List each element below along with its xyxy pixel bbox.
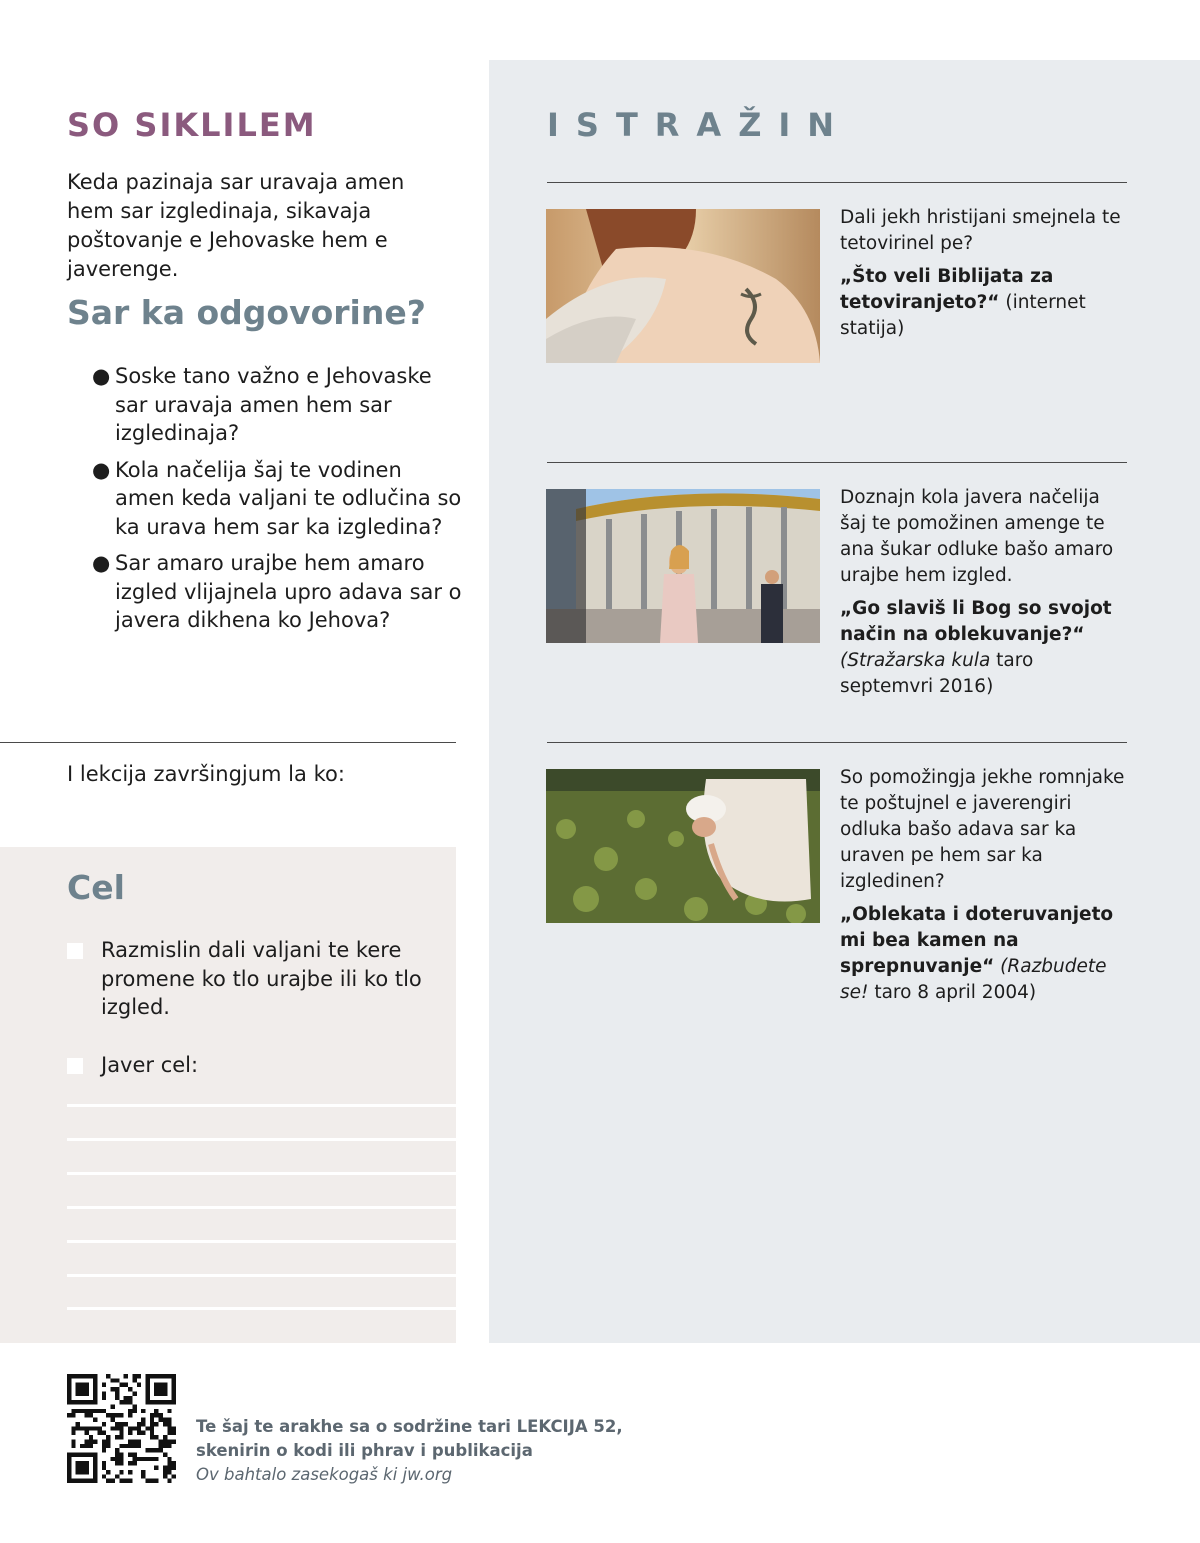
ref-rest: taro 8 april 2004) (868, 982, 1037, 1003)
explore-item-desc: Doznajn kola javera načelija šaj te pomožinen amenge te ana šukar odluke bašo amaro urajbe hem izgled. (840, 487, 1114, 586)
ref-rest: (internet statija) (840, 292, 1086, 339)
questions-list (92, 362, 462, 643)
lesson-finished-label: I lekcija završingjum la ko: (67, 762, 345, 786)
ref-title[interactable]: „Što veli Biblijata za tetoviranjeto?“ (840, 266, 1054, 313)
question-item (92, 362, 462, 448)
ref-publication: (Razbudete se! (840, 956, 1107, 1003)
qr-code[interactable] (67, 1374, 176, 1483)
question-item (92, 549, 462, 635)
summary-title: SO SIKLILEM (67, 106, 317, 144)
explore-item (840, 205, 1130, 342)
footer-publication[interactable]: Ov bahtalo zasekogaš (196, 1465, 378, 1484)
bullet-icon: ● (92, 364, 111, 388)
ref-rest: taro septemvri 2016) (840, 650, 1034, 697)
divider (547, 742, 1127, 743)
ref-publication: (Stražarska kula (840, 650, 991, 671)
footer-site: ki jw.org (377, 1465, 453, 1484)
divider (547, 462, 1127, 463)
stadium-convention-photo (546, 489, 820, 643)
goal-item (67, 1051, 427, 1080)
goal-item-text: Razmislin dali valjani te kere promene ko tlo urajbe ili ko tlo izgled. (101, 938, 422, 1019)
ref-title[interactable]: „Oblekata i doteruvanjeto mi bea kamen na sprepnuvanje“ (840, 904, 1114, 977)
explore-item-ref[interactable] (840, 902, 1130, 1006)
ref-title[interactable]: „Go slaviš li Bog so svojot način na oblekuvanje?“ (840, 598, 1112, 645)
explore-title: ISTRAŽIN (547, 106, 852, 144)
goal-panel (0, 847, 456, 1343)
question-text: Sar amaro urajbe hem amaro izgled vlijajnela upro adava sar o javera dikhena ko Jehova? (115, 551, 462, 632)
footer-text (196, 1415, 636, 1487)
explore-item (840, 765, 1130, 1006)
writing-line[interactable] (67, 1307, 456, 1310)
question-text: Soske tano važno e Jehovaske sar uravaja amen hem sar izgledinaja? (115, 364, 432, 445)
writing-line[interactable] (67, 1274, 456, 1277)
writing-line[interactable] (67, 1172, 456, 1175)
goal-title: Cel (67, 868, 125, 907)
bullet-icon: ● (92, 551, 111, 575)
writing-line[interactable] (67, 1240, 456, 1243)
explore-item-ref[interactable] (840, 264, 1130, 342)
divider (0, 742, 456, 743)
divider (547, 182, 1127, 183)
explore-item (840, 485, 1130, 700)
explore-item-desc: So pomožingja jekhe romnjake te poštujnel e javerengiri odluka bašo adava sar ka uraven pe hem sar ka izgledinen? (840, 767, 1125, 892)
summary-text: Keda pazinaja sar uravaja amen hem sar izgledinaja, sikavaja poštovanje e Jehovaske hem e javerenge. (67, 170, 405, 281)
questions-title: Sar ka odgovorine? (67, 293, 426, 332)
bullet-icon: ● (92, 457, 111, 482)
checkbox[interactable] (67, 943, 83, 959)
writing-line[interactable] (67, 1138, 456, 1141)
question-item (92, 456, 462, 542)
goal-item (67, 936, 427, 1022)
writing-line[interactable] (67, 1104, 456, 1107)
question-text: Kola načelija šaj te vodinen amen keda valjani te odlučina so ka urava hem sar ka izgledina? (115, 457, 462, 539)
explore-item-ref[interactable] (840, 596, 1130, 700)
goal-item-text: Javer cel: (101, 1053, 199, 1077)
checkbox[interactable] (67, 1058, 83, 1074)
writing-line[interactable] (67, 1206, 456, 1209)
woman-in-field-photo (546, 769, 820, 923)
footer-line: Te šaj te arakhe sa o sodržine tari LEKCIJA 52, skenirin o kodi ili phrav i publikacija (196, 1417, 623, 1460)
explore-item-desc: Dali jekh hristijani smejnela te tetovirinel pe? (840, 207, 1121, 254)
tattoo-shoulder-photo (546, 209, 820, 363)
